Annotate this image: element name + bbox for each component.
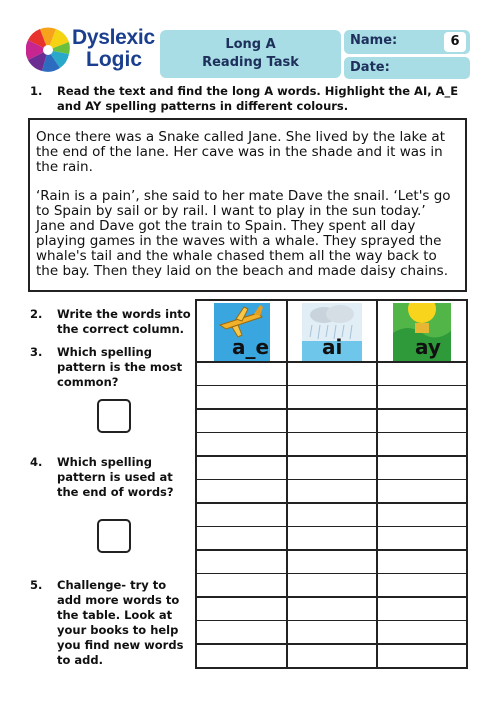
table-cell-ay[interactable] [378,481,466,503]
table-cell-a-e[interactable] [197,598,286,620]
column-header-ai [302,303,362,361]
question-5-number: 5. [30,578,43,592]
date-label: Date: [350,60,390,75]
table-cell-a-e[interactable] [197,434,286,456]
table-cell-ay[interactable] [378,387,466,409]
table-cell-ai[interactable] [288,410,376,432]
question-3-number: 3. [30,345,43,359]
table-cell-ai[interactable] [288,551,376,573]
question-3-text: Which spelling pattern is the most common? [57,345,183,389]
column-label-a-e: a_e [232,335,270,359]
question-4 [30,455,190,503]
column-header-a-e [214,303,270,361]
title-line2: Reading Task [202,55,299,70]
table-cell-ay[interactable] [378,504,466,526]
table-cell-a-e[interactable] [197,645,286,667]
question-2-text: Write the words into the correct column. [57,307,191,336]
table-cell-a-e[interactable] [197,410,286,432]
name-field[interactable] [344,30,470,54]
column-header-ay [393,303,451,361]
question-4-number: 4. [30,455,43,469]
question-4-answer-box[interactable] [97,519,131,553]
table-cell-ai[interactable] [288,645,376,667]
date-field[interactable] [344,57,470,79]
table-cell-ai[interactable] [288,622,376,644]
table-cell-ay[interactable] [378,645,466,667]
table-cell-a-e[interactable] [197,481,286,503]
table-cell-ay[interactable] [378,410,466,432]
question-3-answer-box[interactable] [97,399,131,433]
table-cell-ai[interactable] [288,363,376,385]
question-3 [30,345,190,389]
table-cell-a-e[interactable] [197,504,286,526]
table-cell-ai[interactable] [288,481,376,503]
table-cell-a-e[interactable] [197,575,286,597]
question-5 [30,578,190,667]
table-cell-ai[interactable] [288,457,376,479]
table-cell-ay[interactable] [378,434,466,456]
table-cell-a-e[interactable] [197,457,286,479]
table-cell-ay[interactable] [378,457,466,479]
title-box [160,30,341,78]
table-cell-a-e[interactable] [197,528,286,550]
reading-paragraph-1: Once there was a Snake called Jane. She lived by the lake at the end of the lane. Her cave was in the shade and it was in the rain. [36,129,446,175]
question-4-text: Which spelling pattern is used at the end of words? [57,455,174,499]
logo-text-line1: Dyslexic [72,26,155,49]
column-label-ay: ay [415,335,441,359]
page-number: 6 [444,32,466,52]
table-cell-ai[interactable] [288,528,376,550]
table-cell-a-e[interactable] [197,387,286,409]
table-cell-ai[interactable] [288,575,376,597]
title-line1: Long A [225,37,276,52]
table-cell-ai[interactable] [288,598,376,620]
instruction-1-number: 1. [30,84,43,98]
question-2-number: 2. [30,307,43,321]
table-cell-ay[interactable] [378,622,466,644]
instruction-1 [30,84,470,116]
table-cell-a-e[interactable] [197,622,286,644]
reading-passage [28,118,467,292]
question-5-text: Challenge- try to add more words to the table. Look at your books to help you find new words to add. [57,578,184,667]
question-2 [30,307,190,339]
table-cell-ay[interactable] [378,551,466,573]
table-cell-ay[interactable] [378,598,466,620]
reading-paragraph-2: ‘Rain is a pain’, she said to her mate Dave the snail. ‘Let's go to Spain by sail or by rail. I want to play in the sun today.’ Jane and Dave got the train to Spain. They spent all day playing games in the waves with a whale. They sprayed the whale's tail and the whale chased them all the way back to the bay. Then they laid on the beach and made daisy chains. [36,188,451,279]
table-cell-ay[interactable] [378,575,466,597]
word-sort-table [195,299,468,669]
table-cell-a-e[interactable] [197,551,286,573]
table-cell-ai[interactable] [288,504,376,526]
name-label: Name: [350,33,398,48]
table-cell-ai[interactable] [288,387,376,409]
column-label-ai: ai [322,335,343,359]
table-cell-ai[interactable] [288,434,376,456]
table-cell-a-e[interactable] [197,363,286,385]
table-cell-ay[interactable] [378,363,466,385]
logo-text-line2: Logic [86,48,142,71]
instruction-1-text: Read the text and find the long A words. Highlight the AI, A_E and AY spelling patterns in different colours. [57,84,459,113]
table-cell-ay[interactable] [378,528,466,550]
